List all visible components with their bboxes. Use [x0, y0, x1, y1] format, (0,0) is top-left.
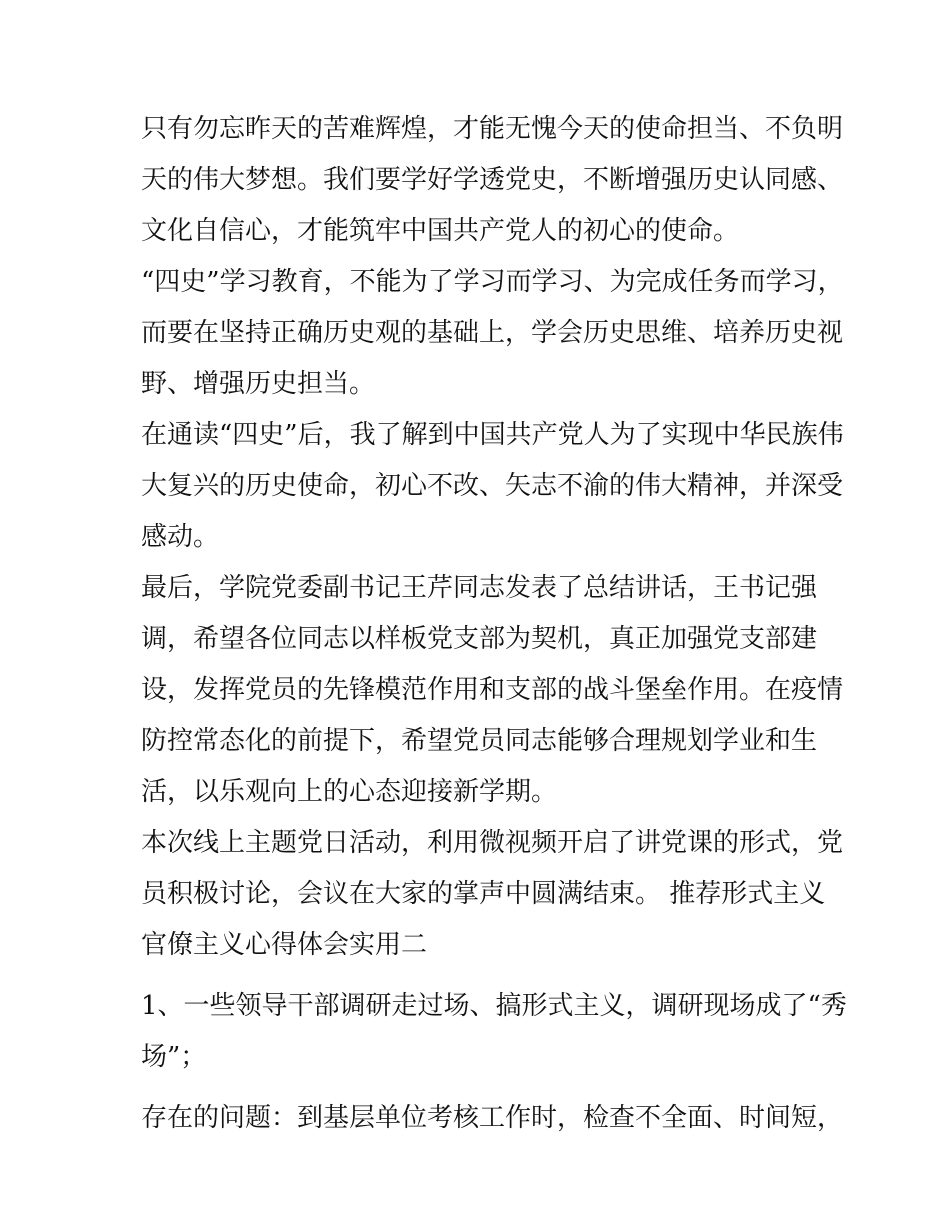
text-line: 野、增强历史担当。 — [141, 369, 376, 399]
list-item-line: 场”； — [141, 1042, 207, 1072]
text-line: 员积极讨论，会议在大家的掌声中圆满结束。 推荐形式主义 — [141, 879, 826, 909]
text-line: 在通读“四史”后，我了解到中国共产党人为了实现中华民族伟 — [141, 420, 844, 450]
text-line: 而要在坚持正确历史观的基础上，学会历史思维、培养历史视 — [141, 318, 844, 348]
text-line: 防控常态化的前提下，希望党员同志能够合理规划学业和生 — [141, 726, 818, 756]
text-line: 文化自信心，才能筑牢中国共产党人的初心的使命。 — [141, 216, 740, 246]
text-line: 调，希望各位同志以样板党支部为契机，真正加强党支部建 — [141, 624, 818, 654]
text-line: 官僚主义心得体会实用二 — [141, 930, 428, 960]
text-line: 感动。 — [141, 522, 220, 552]
text-line: “四史”学习教育，不能为了学习而学习、为完成任务而学习， — [141, 267, 844, 297]
text-line: 本次线上主题党日活动，利用微视频开启了讲党课的形式，党 — [141, 828, 844, 858]
document-body — [141, 104, 847, 1144]
list-item-line: 1、一些领导干部调研走过场、搞形式主义，调研现场成了“秀 — [141, 991, 847, 1021]
text-line: 只有勿忘昨天的苦难辉煌，才能无愧今天的使命担当、不负明 — [141, 114, 844, 144]
text-line: 最后，学院党委副书记王芹同志发表了总结讲话，王书记强 — [141, 573, 818, 603]
text-line: 设，发挥党员的先锋模范作用和支部的战斗堡垒作用。在疫情 — [141, 675, 844, 705]
text-line: 大复兴的历史使命，初心不改、矢志不渝的伟大精神，并深受 — [141, 471, 844, 501]
text-line: 存在的问题：到基层单位考核工作时，检查不全面、时间短， — [141, 1103, 844, 1133]
text-line: 活，以乐观向上的心态迎接新学期。 — [141, 777, 558, 807]
text-line: 天的伟大梦想。我们要学好学透党史，不断增强历史认同感、 — [141, 165, 844, 195]
